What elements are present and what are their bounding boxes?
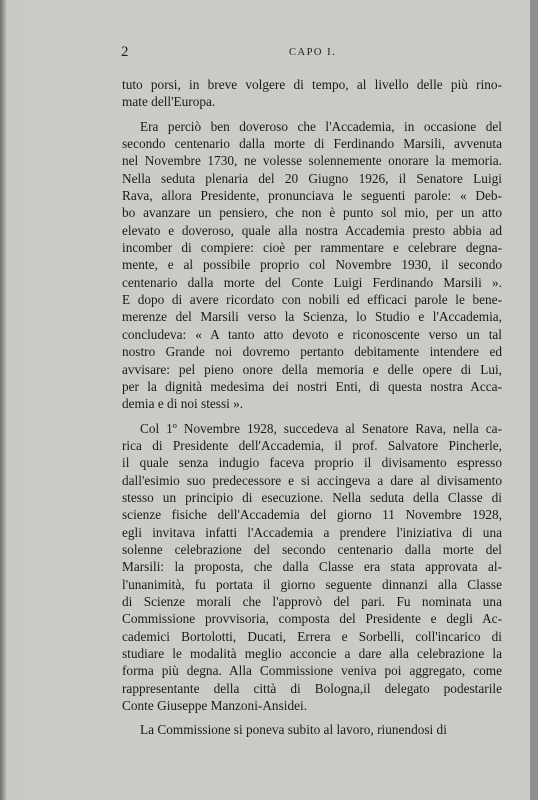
text-line: studiare le modalità meglio acconcie a dare alla celebrazione la — [122, 646, 502, 661]
text-line: incomber di compiere: cioè per rammentare e celebrare degna- — [122, 240, 502, 256]
paragraph — [122, 118, 502, 413]
paragraph-gap — [122, 111, 502, 118]
body-text — [122, 76, 502, 739]
text-line: Commissione provvisoria, composta del Presidente e degli Ac- — [122, 611, 502, 627]
paragraph — [122, 420, 502, 715]
paragraph-gap — [122, 714, 502, 721]
text-line: forma più degna. Alla Commissione veniva poi aggregato, come — [122, 663, 502, 679]
chapter-title: CAPO I. — [289, 47, 337, 58]
text-line: egli invitava infatti l'Accademia a prendere l'iniziativa di una — [122, 524, 502, 540]
paragraph — [122, 721, 502, 738]
page-gutter-shadow — [0, 0, 6, 800]
text-line: avvisare: pel pieno onore della memoria e delle opere di Lui, — [122, 361, 502, 377]
text-line: dall'esimio suo predecessore e si accingeva a dare al divisamento — [122, 472, 502, 488]
text-line: cademici Bortolotti, Ducati, Errera e Sorbelli, coll'incarico di — [122, 628, 502, 644]
text-line: Marsili: la proposta, che dalla Classe era stata approvata al- — [122, 559, 502, 575]
text-line: elevato e doveroso, quale alla nostra Accademia presto abbia ad — [122, 222, 502, 238]
text-line: merenze del Marsili verso la Scienza, lo Studio e l'Accademia, — [122, 309, 502, 325]
text-line: mente, e al possibile proprio col Novembre 1930, il secondo — [122, 257, 502, 273]
text-line: nel Novembre 1730, ne volesse solennemente onorare la memoria. — [122, 153, 502, 169]
text-line: Col 1º Novembre 1928, succedeva al Senatore Rava, nella ca- — [140, 420, 502, 436]
text-line: centenario dalla morte del Conte Luigi Ferdinando Marsili ». — [122, 274, 502, 290]
text-line: concludeva: « A tanto atto devoto e riconoscente verso un tal — [122, 326, 502, 342]
text-line: il quale senza indugio faceva proprio il divisamento espresso — [122, 455, 502, 471]
text-line: bo avanzare un pensiero, che non è punto sol mio, per un atto — [122, 205, 502, 221]
text-line: Era perciò ben doveroso che l'Accademia, in occasione del — [140, 118, 502, 134]
text-line: E dopo di avere ricordato con nobili ed efficaci parole le bene- — [122, 292, 502, 308]
running-header — [121, 44, 501, 64]
text-line: tuto porsi, in breve volgere di tempo, al livello delle più rino- — [122, 77, 502, 92]
paragraph-gap — [122, 413, 502, 420]
text-line: solenne celebrazione del secondo centenario dalla morte del — [122, 541, 502, 557]
text-line: l'unanimità, fu portata il giorno seguente dinnanzi alla Classe — [122, 576, 502, 592]
page-number: 2 — [121, 44, 129, 60]
text-line: rappresentante della città di Bologna,il delegato podestarile — [122, 680, 502, 696]
text-line: stesso un principio di esecuzione. Nella seduta della Classe di — [122, 489, 502, 505]
text-line: scienze fisiche dell'Accademia del giorno 11 Novembre 1928, — [122, 507, 502, 523]
text-line: rica di Presidente dell'Accademia, il prof. Salvatore Pincherle, — [122, 437, 502, 453]
text-line: Conte Giuseppe Manzoni-Ansidei. — [122, 698, 308, 714]
text-line: demia e di noi stessi ». — [122, 396, 244, 412]
text-line: per la dignità medesima dei nostri Enti, di questa nostra Acca- — [122, 378, 502, 394]
text-line: mate dell'Europa. — [122, 94, 216, 110]
text-line: nostro Grande noi dovremo pertanto debitamente intendere ed — [122, 344, 502, 360]
text-line: secondo centenario dalla morte di Ferdinando Marsili, avvenuta — [122, 136, 502, 152]
text-line: La Commissione si poneva subito al lavoro, riunendosi di — [140, 722, 447, 738]
text-line: Nella seduta plenaria del 20 Giugno 1926, il Senatore Luigi — [122, 170, 502, 186]
text-line: di Scienze morali che l'approvò del pari. Fu nominata una — [122, 593, 502, 609]
paragraph — [122, 76, 502, 111]
text-line: Rava, allora Presidente, pronunciava le seguenti parole: « Deb- — [122, 188, 502, 204]
